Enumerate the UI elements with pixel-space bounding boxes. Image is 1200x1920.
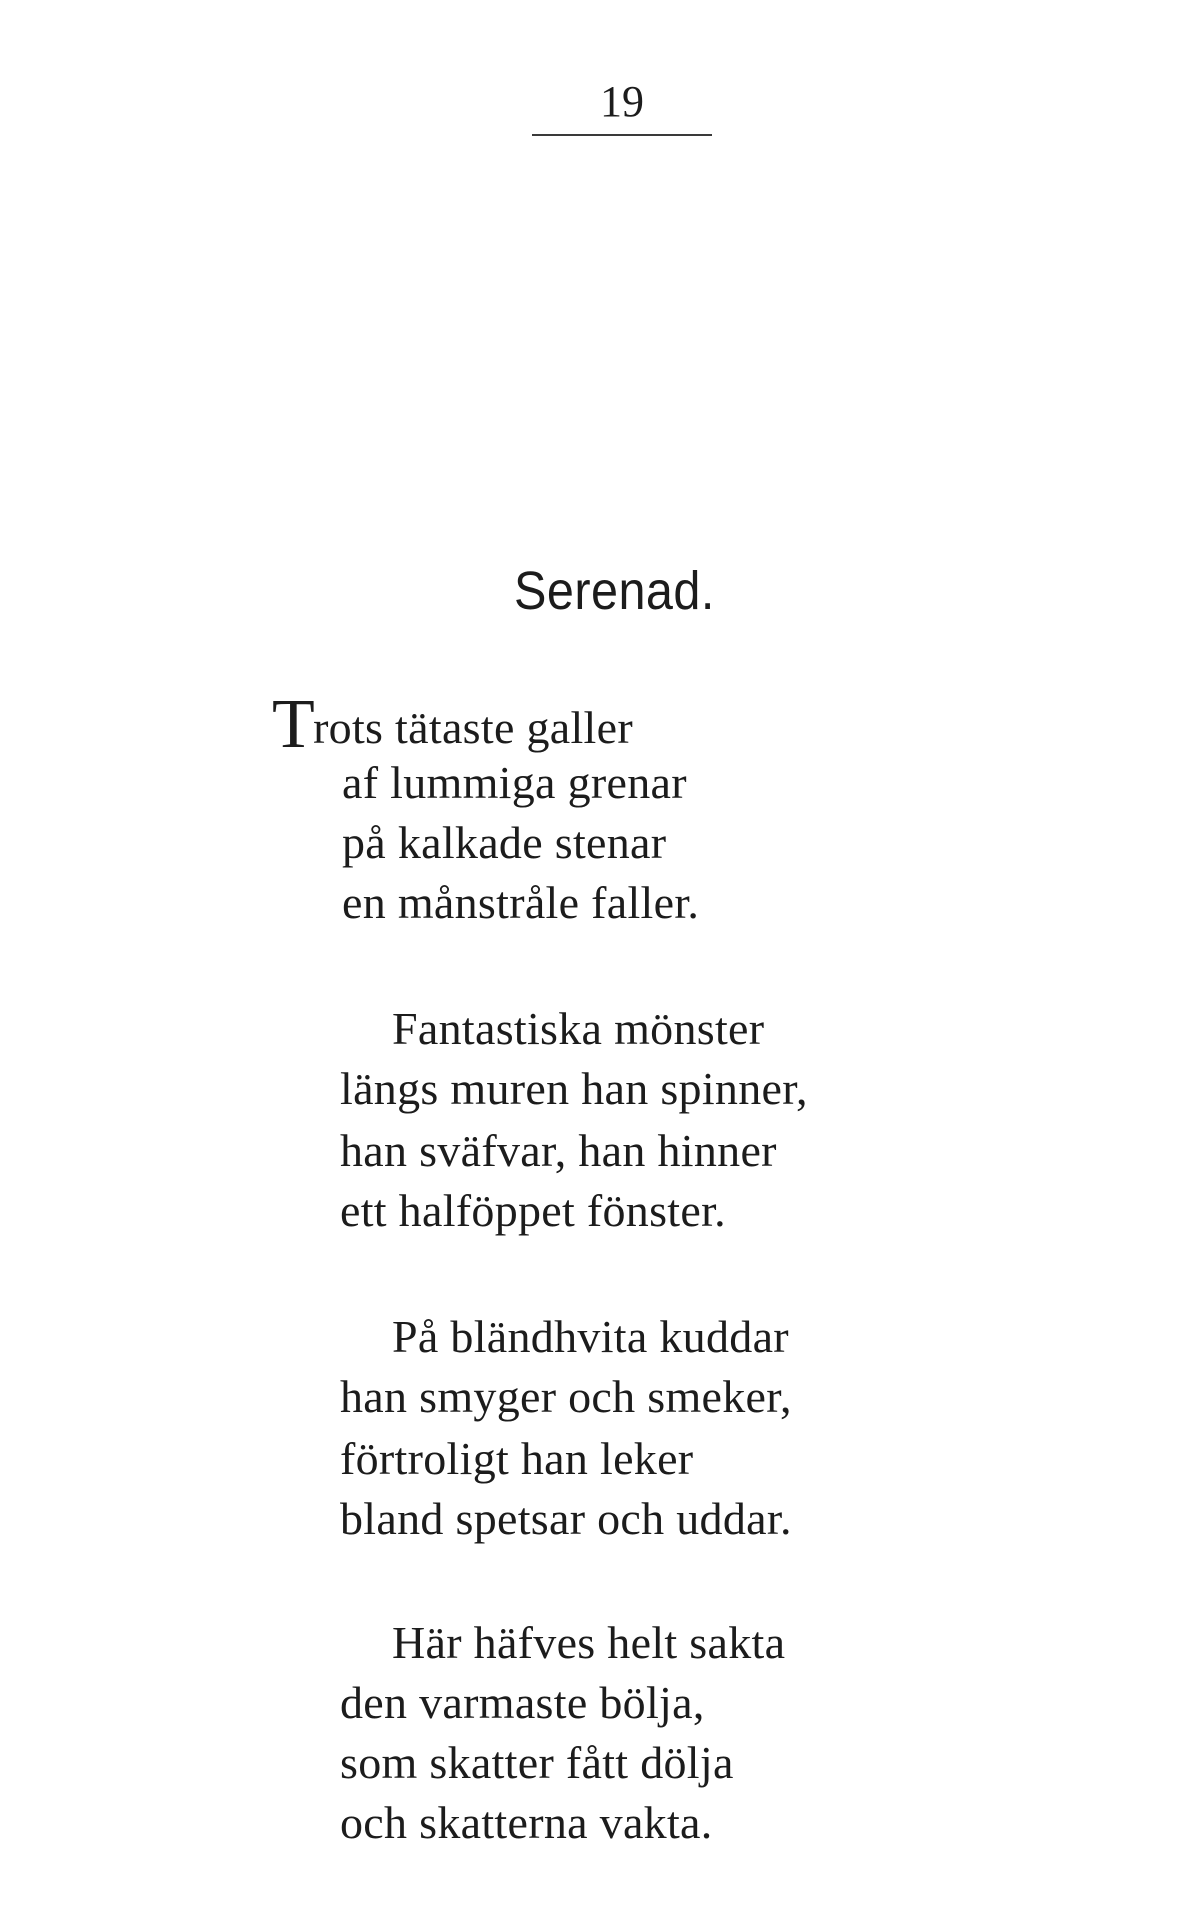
verse-line: och skatterna vakta.: [340, 1797, 713, 1848]
verse-text: rots tätaste galler: [313, 702, 633, 753]
verse-line: längs muren han spinner,: [340, 1063, 808, 1114]
verse-line: [272, 686, 633, 763]
verse-line: han smyger och smeker,: [340, 1371, 792, 1422]
verse-line: Här häfves helt sakta: [392, 1617, 786, 1668]
verse-line: på kalkade stenar: [342, 817, 667, 868]
verse-line: han sväfvar, han hinner: [340, 1125, 777, 1176]
verse-line: Fantastiska mönster: [392, 1003, 765, 1054]
verse-line: förtroligt han leker: [340, 1433, 694, 1484]
verse-line: den varmaste bölja,: [340, 1677, 705, 1728]
verse-line: af lummiga grenar: [342, 757, 687, 808]
verse-line: På bländhvita kuddar: [392, 1311, 789, 1362]
page-number: 19: [600, 77, 644, 126]
drop-cap: T: [272, 686, 316, 763]
page-number-rule: [532, 134, 712, 136]
poem-title: Serenad.: [514, 561, 715, 621]
verse-line: bland spetsar och uddar.: [340, 1493, 792, 1544]
verse-line: ett halföppet fönster.: [340, 1185, 726, 1236]
verse-line: som skatter fått dölja: [340, 1737, 734, 1788]
verse-line: en månstråle faller.: [342, 877, 700, 928]
